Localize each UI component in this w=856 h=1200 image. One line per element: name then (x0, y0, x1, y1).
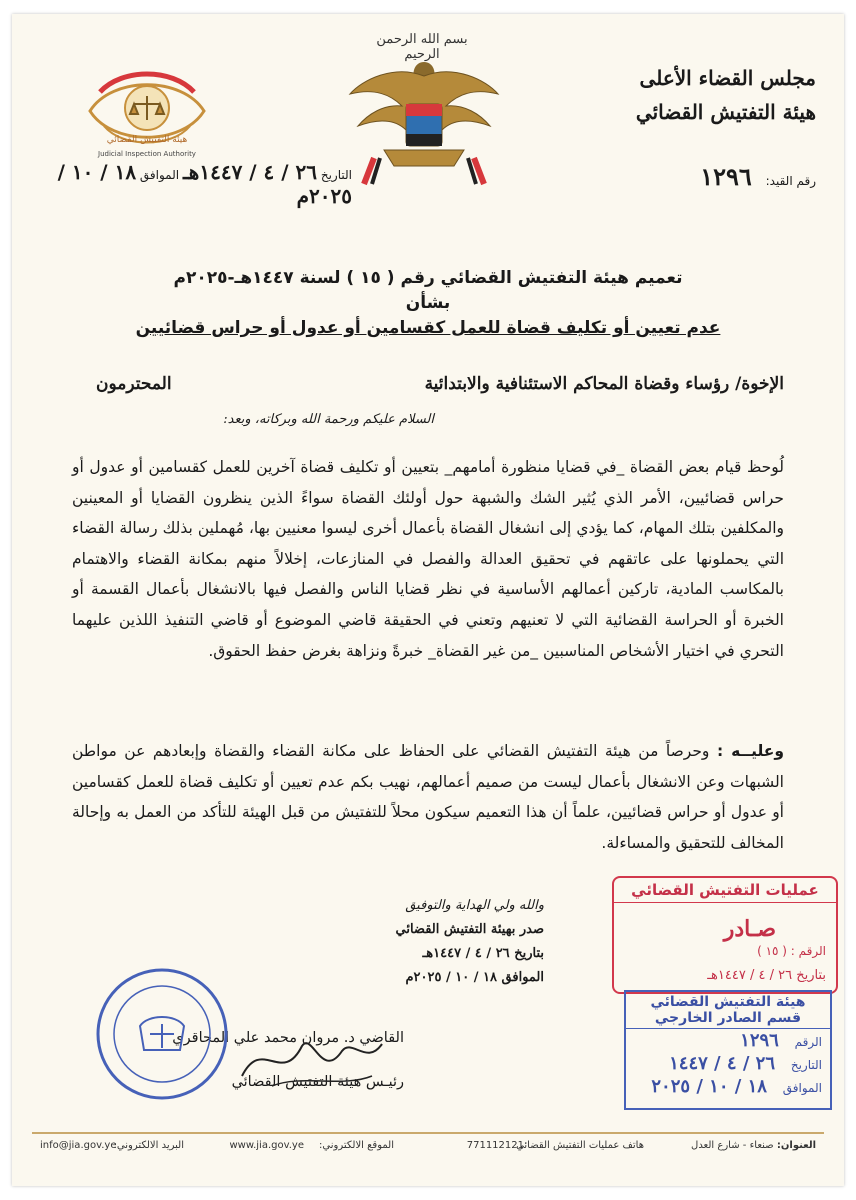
logo-text-en: Judicial Inspection Authority (98, 150, 196, 158)
date-hijri: ٢٦ / ٤ / ١٤٤٧هـ (182, 160, 318, 184)
date-greg: ١٨ / ١٠ / ٢٠٢٥م (57, 160, 352, 208)
paragraph-2-text: وحرصاً من هيئة التفتيش القضائي على الحفاظ على مكانة القضاء والقضاة وإبعادهم عن مواطن الشبهات وعن الانشغال بأعمال ليست من صميم أعمالهم، نهيب بكم عدم تعيين أو تكليف قضاة للعمل كقسامين أو عدول أو حراس قضائيين، علماً أن هذا التعميم سيكون محلاً للتفتيش من قبل الهيئة للتأكد من العمل به وإحالة المخالف للتحقيق والمساءلة. (72, 742, 784, 852)
paragraph-lead: وعليــه : (716, 742, 785, 760)
signer-name: القاضي د. مروان محمد علي المحاقري (172, 1030, 404, 1046)
footer-address (691, 1140, 816, 1151)
eagle-emblem-icon (344, 54, 504, 194)
registry-greg-row (626, 1075, 830, 1098)
footer-email-label: البريد الالكتروني: (113, 1140, 184, 1151)
footer-web-label: الموقع الالكتروني: (319, 1140, 394, 1151)
official-round-seal-icon (92, 964, 232, 1104)
closing-prayer: والله ولي الهداية والتوفيق (405, 898, 544, 913)
outgoing-stamp (612, 876, 838, 994)
date-sep: الموافق (139, 168, 180, 182)
date-label: التاريخ (320, 168, 352, 182)
logo-text-ar: هيئة التفتيش القضائي (106, 135, 188, 145)
registry-date: ٢٦ / ٤ / ١٤٤٧ (669, 1053, 776, 1074)
body-paragraph-2 (72, 736, 784, 858)
ref-label: رقم القيد: (765, 174, 816, 188)
address-label: العنوان: (776, 1140, 816, 1151)
stamp-date: بتاريخ ٢٦ / ٤ / ١٤٤٧هـ (707, 968, 826, 983)
footer-phone-label: هاتف عمليات التفتيش القضائي (516, 1140, 644, 1151)
registry-num-label: الرقم (794, 1035, 822, 1049)
stamp-label: صـادر (723, 916, 776, 942)
council-name: مجلس القضاء الأعلى (639, 66, 816, 90)
footer-email[interactable]: info@jia.gov.ye (40, 1140, 117, 1151)
registry-title: هيئة التفتيش القضائي (650, 994, 806, 1010)
address-value: صنعاء - شارع العدل (691, 1140, 774, 1151)
footer-web[interactable]: www.jia.gov.ye (229, 1140, 304, 1151)
registry-section: قسم الصادر الخارجي (626, 1010, 830, 1029)
closing-date-greg: الموافق ١٨ / ١٠ / ٢٠٢٥م (405, 970, 544, 985)
header-institution (556, 66, 816, 124)
handwritten-signature-icon (232, 1026, 392, 1096)
reference-number (566, 162, 816, 191)
closing-block (284, 894, 544, 990)
addressee-to: الإخوة/ رؤساء وقضاة المحاكم الاستئنافية والابتدائية (424, 374, 784, 394)
stamp-number: الرقم : ( ١٥ ) (757, 944, 826, 958)
footer-phone: 771112121 (466, 1140, 524, 1151)
registry-date-row (626, 1052, 830, 1075)
stamp-title: عمليات التفتيش القضائي (614, 878, 836, 903)
bismillah: بسم الله الرحمن الرحيم (376, 32, 468, 62)
authority-name: هيئة التفتيش القضائي (635, 100, 816, 124)
ref-value: ١٢٩٦ (700, 162, 752, 191)
letterhead-footer (32, 1132, 824, 1158)
closing-date-hijri: بتاريخ ٢٦ / ٤ / ١٤٤٧هـ (422, 946, 544, 961)
body-paragraph-1: لُوحظ قيام بعض القضاة _في قضايا منظورة أمامهم_ بتعيين أو تكليف قضاة آخرين للعمل كقسامين أو عدول أو حراس قضائيين، الأمر الذي يُثير الشك والشبهة حول أولئك القضاة سواءً الذين ينظرون القضايا أو المعينين والمكلفين بتلك المهام، كما يؤدي إلى انشغال القضاة بأعمال أخرى ليسوا معنيين بها، مُهملين بذلك رسالة القضاء التي يحملونها على عاتقهم في تحقيق العدالة والفصل في المنازعات، إخلالاً منهم بمكانة القضاء والاهتمام بالمكاسب المادية، تاركين أعمالهم الأساسية في نظر قضايا الناس والفصل فيها بالانشغال بأعمال القسمة أو الخبرة أو الحراسة القضائية التي لا تعنيهم وتعني في الحقيقة قاضي الموضوع أو قاضي التنفيذ اللذين عليهما التحري في اختيار الأشخاص المناسبين _من غير القضاة_ خبرةً ونزاهة بغرض حفظ الحقوق. (72, 458, 784, 660)
title-line-1: تعميم هيئة التفتيش القضائي رقم ( ١٥ ) لسنة ١٤٤٧هـ-٢٠٢٥م (173, 268, 683, 288)
header-date (52, 160, 352, 208)
authority-logo-icon (82, 56, 212, 166)
registry-greg: ١٨ / ١٠ / ٢٠٢٥ (651, 1076, 767, 1097)
registry-number-row (626, 1029, 830, 1052)
title-subject: عدم تعيين أو تكليف قضاة للعمل كقسامين أو عدول أو حراس قضائيين (135, 318, 721, 338)
addressee-honorific: المحترمون (96, 374, 172, 394)
letter-page (12, 14, 844, 1186)
registry-date-label: التاريخ (790, 1058, 822, 1072)
registry-stamp (624, 990, 832, 1110)
circular-title (72, 266, 784, 341)
greeting: السلام عليكم ورحمة الله وبركاته، وبعد: (223, 412, 434, 427)
registry-num: ١٢٩٦ (740, 1030, 779, 1051)
registry-greg-label: الموافق (782, 1081, 822, 1095)
closing-issued: صدر بهيئة التفتيش القضائي (395, 922, 544, 937)
signer-title: رئيـس هيئة التفتيش القضائي (231, 1074, 404, 1090)
title-line-2: بشأن (405, 293, 451, 313)
